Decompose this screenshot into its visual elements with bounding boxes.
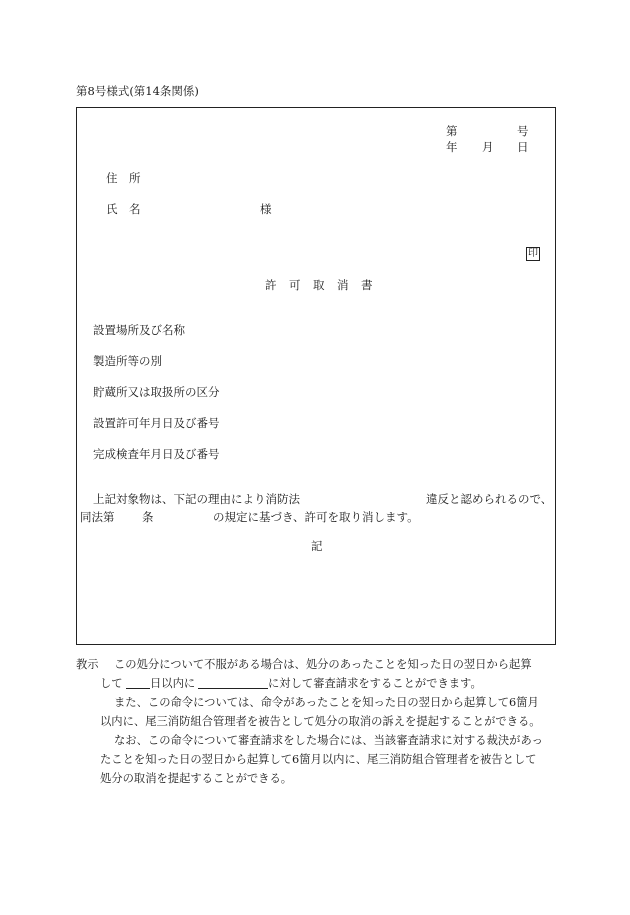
notes-p3-line2: たことを知った日の翌日から起算して6箇月以内に、尾三消防組合管理者を被告として — [100, 753, 537, 766]
field-facility-type: 製造所等の別 — [93, 354, 162, 368]
notes-p1-line1: この処分について不服がある場合は、処分のあったことを知った日の翌日から起算 — [114, 658, 532, 671]
number-prefix: 第 — [446, 124, 458, 138]
title-char: 許 — [265, 278, 277, 292]
notes-p1-line2-end: に対して審査請求をすることができます。 — [268, 677, 482, 690]
field-storage-category: 貯蔵所又は取扱所の区分 — [93, 385, 220, 399]
title-char: 書 — [361, 278, 373, 292]
notes-p2-line1: また、この命令については、命令があったことを知った日の翌日から起算して6箇月 — [114, 696, 539, 709]
notes-p1-line2-start: して — [100, 677, 123, 690]
days-blank — [126, 677, 150, 689]
field-inspection-date-number: 完成検査年月日及び番号 — [93, 447, 220, 461]
date-year: 年 — [446, 140, 458, 154]
title-char: 可 — [289, 278, 301, 292]
ki-mark: 記 — [311, 539, 323, 553]
notes-p1-line2-mid: 日以内に — [150, 677, 196, 690]
body-line1-end: 違反と認められるので、 — [426, 492, 553, 506]
body-line2-article: 同法第 — [80, 510, 115, 524]
date-day: 日 — [517, 140, 529, 154]
date-month: 月 — [482, 140, 494, 154]
authority-blank — [198, 677, 268, 689]
form-box — [76, 107, 556, 645]
notes-label: 教示 — [76, 658, 99, 671]
field-permit-date-number: 設置許可年月日及び番号 — [93, 416, 220, 430]
body-line2-end: の規定に基づき、許可を取り消します。 — [213, 510, 419, 524]
title-char: 取 — [313, 278, 325, 292]
address-label: 住 所 — [106, 171, 141, 185]
field-installation-location: 設置場所及び名称 — [93, 323, 185, 337]
title-char: 消 — [337, 278, 349, 292]
notes-p3-line1: なお、この命令について審査請求をした場合には、当該審査請求に対する裁決があっ — [114, 734, 543, 747]
body-line2-jou: 条 — [142, 510, 154, 524]
notes-p3-line3: 処分の取消を提起することができる。 — [100, 772, 293, 785]
name-label: 氏 名 — [106, 202, 141, 216]
seal-mark: 印 — [528, 248, 538, 259]
notes-p2-line2: 以内に、尾三消防組合管理者を被告として処分の取消の訴えを提起することができる。 — [100, 715, 541, 728]
form-number: 第8号様式(第14条関係) — [76, 84, 199, 98]
body-line1-start: 上記対象物は、下記の理由により消防法 — [93, 492, 300, 506]
number-suffix: 号 — [517, 124, 529, 138]
honorific: 様 — [260, 202, 272, 216]
